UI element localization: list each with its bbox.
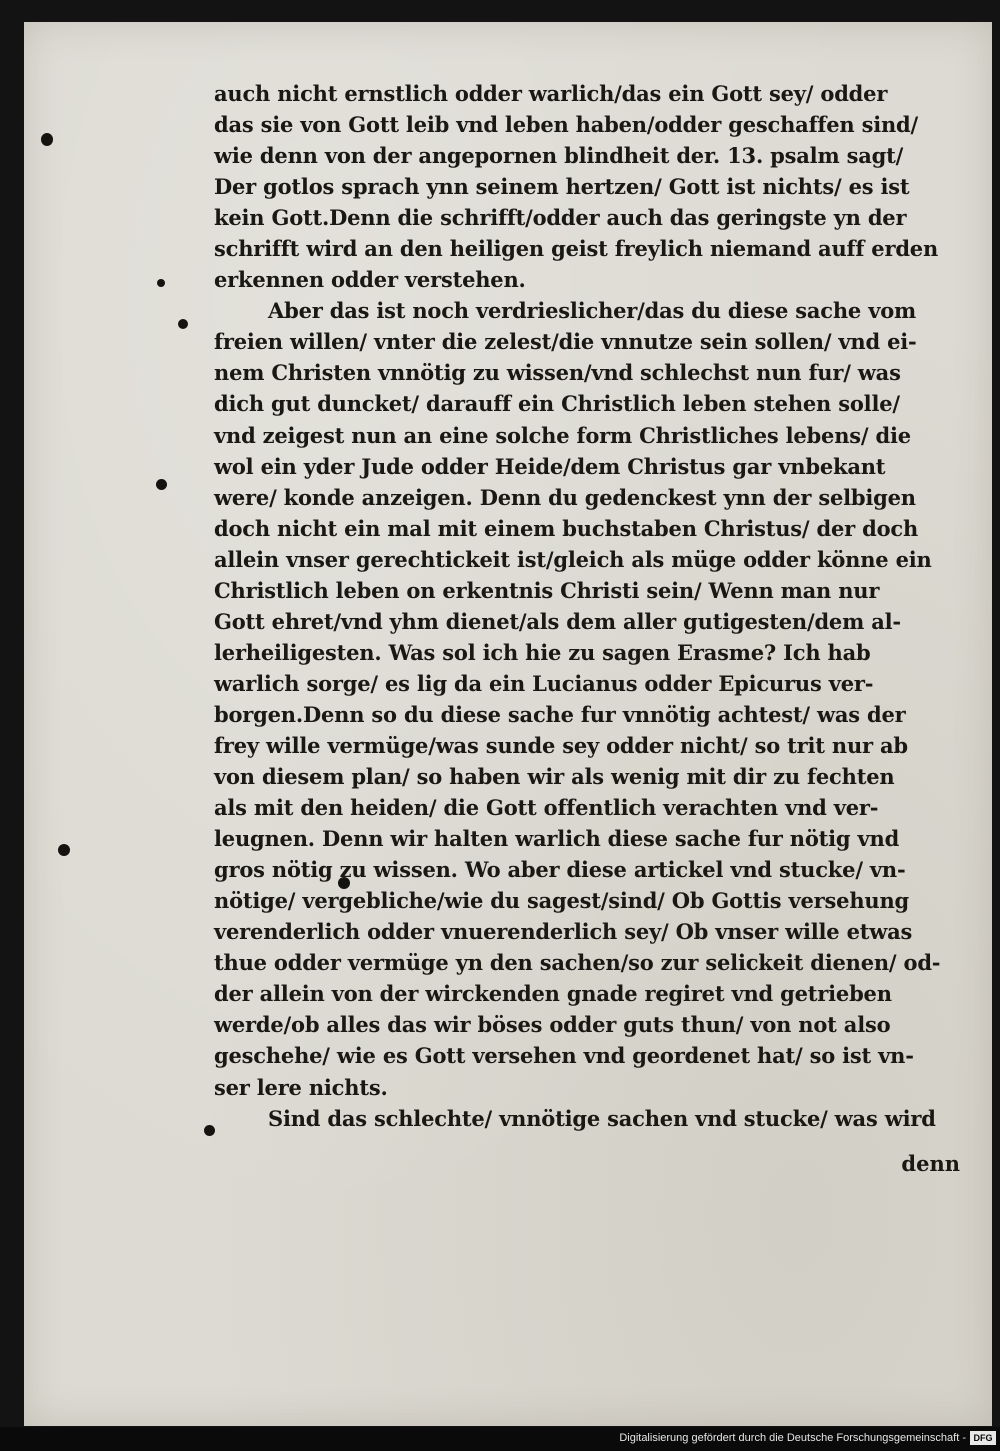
- text-line: gros nötig zu wissen. Wo aber diese artickel vnd stucke/ vn-: [214, 857, 906, 883]
- text-line: auch nicht ernstlich odder warlich/das ein Gott sey/ odder: [214, 81, 888, 106]
- margin-dot: [41, 133, 53, 146]
- text-line: were/ konde anzeigen. Denn du gedenckest ynn der selbigen: [214, 484, 916, 510]
- margin-dot: [178, 319, 188, 329]
- paragraph-first-line: Sind das schlechte/ vnnötige sachen vnd stucke/ was wird: [268, 1105, 936, 1131]
- text-line: geschehe/ wie es Gott versehen vnd geordenet hat/ so ist vn-: [214, 1043, 914, 1069]
- text-line: borgen.Denn so du diese sache fur vnnötig achtest/ was der: [214, 701, 906, 727]
- digitization-credit: Digitalisierung gefördert durch die Deutsche Forschungsgemeinschaft -: [619, 1432, 966, 1444]
- text-line: als mit den heiden/ die Gott offentlich verachten vnd ver-: [214, 795, 879, 821]
- text-line: Christlich leben on erkentnis Christi sein/ Wenn man nur: [214, 577, 880, 603]
- text-line: kein Gott.Denn die schrifft/odder auch das geringste yn der: [214, 205, 907, 231]
- text-line: werde/ob alles das wir böses odder guts thun/ von not also: [214, 1012, 891, 1038]
- paragraph-first-line: Aber das ist noch verdrieslicher/das du diese sache vom: [268, 298, 917, 324]
- text-line: schrifft wird an den heiligen geist freylich niemand auff erden: [214, 236, 939, 262]
- margin-dot: [157, 279, 165, 287]
- text-line: dich gut duncket/ darauff ein Christlich leben stehen solle/: [214, 391, 900, 417]
- text-line: erkennen odder verstehen.: [214, 267, 526, 293]
- text-line: verenderlich odder vnuerenderlich sey/ Ob vnser wille etwas: [214, 919, 913, 945]
- text-line: doch nicht ein mal mit einem buchstaben Christus/ der doch: [214, 515, 919, 541]
- margin-dot: [58, 844, 70, 856]
- catchword: denn: [901, 1151, 960, 1176]
- text-line: allein vnser gerechtickeit ist/gleich als müge odder könne ein: [214, 546, 932, 572]
- dfg-logo: DFG: [970, 1431, 996, 1445]
- margin-dot: [156, 479, 167, 490]
- text-line: leugnen. Denn wir halten warlich diese sache fur nötig vnd: [214, 826, 900, 852]
- text-line: warlich sorge/ es lig da ein Lucianus odder Epicurus ver-: [214, 670, 874, 696]
- text-line: wol ein yder Jude odder Heide/dem Christus gar vnbekant: [214, 453, 886, 479]
- text-line: lerheiligesten. Was sol ich hie zu sagen Erasme? Ich hab: [214, 639, 871, 665]
- text-line: der allein von der wirckenden gnade regiret vnd getrieben: [214, 981, 892, 1007]
- text-line: ser lere nichts.: [214, 1074, 388, 1100]
- text-line: wie denn von der angepornen blindheit der. 13. psalm sagt/: [214, 143, 904, 169]
- text-line: nem Christen vnnötig zu wissen/vnd schlechst nun fur/ was: [214, 360, 901, 386]
- text-line: freien willen/ vnter die zelest/die vnnutze sein sollen/ vnd ei-: [214, 329, 917, 355]
- text-line: thue odder vermüge yn den sachen/so zur selickeit dienen/ od-: [214, 950, 941, 976]
- text-line: von diesem plan/ so haben wir als wenig mit dir zu fechten: [214, 764, 895, 790]
- text-line: frey wille vermüge/was sunde sey odder nicht/ so trit nur ab: [214, 732, 908, 758]
- text-line: das sie von Gott leib vnd leben haben/odder geschaffen sind/: [214, 112, 918, 138]
- text-line: Gott ehret/vnd yhm dienet/als dem aller gutigesten/dem al-: [214, 608, 901, 634]
- text-block: [214, 78, 960, 1134]
- text-line: Der gotlos sprach ynn seinem hertzen/ Gott ist nichts/ es ist: [214, 174, 910, 200]
- text-line: vnd zeigest nun an eine solche form Christliches lebens/ die: [214, 422, 911, 448]
- text-line: nötige/ vergebliche/wie du sagest/sind/ Ob Gottis versehung: [214, 888, 910, 914]
